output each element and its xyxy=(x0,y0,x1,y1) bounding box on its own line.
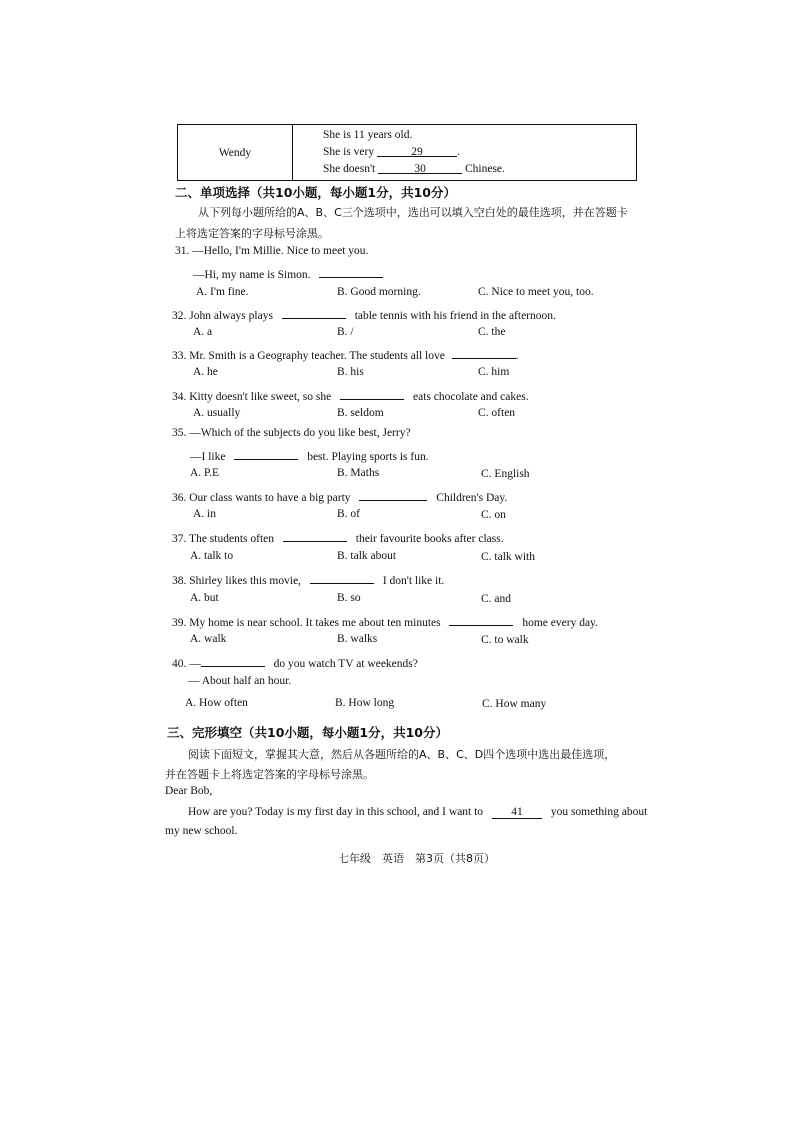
table-name-cell: Wendy xyxy=(178,125,293,181)
q40-stem-post: do you watch TV at weekends? xyxy=(273,658,418,670)
q31-line-1: 31. —Hello, I'm Millie. Nice to meet you. xyxy=(175,245,369,257)
passage-line-1-pre: How are you? Today is my first day in this school, and I want to xyxy=(188,806,484,818)
q36-stem-post: Children's Day. xyxy=(436,492,508,504)
q35-option-a: A. P.E xyxy=(190,467,220,479)
q31-line-2 xyxy=(193,265,383,281)
q32-option-b: B. / xyxy=(337,326,354,338)
q34-stem xyxy=(172,387,529,403)
q40-line-2: — About half an hour. xyxy=(188,675,292,687)
q37-option-a: A. talk to xyxy=(190,550,234,562)
q35-option-c: C. English xyxy=(481,468,530,480)
q33-option-b: B. his xyxy=(337,366,364,378)
q34-option-a: A. usually xyxy=(193,407,241,419)
answer-blank xyxy=(201,654,265,667)
q33-stem-pre: 33. Mr. Smith is a Geography teacher. The students all love xyxy=(172,350,445,362)
q34-stem-pre: 34. Kitty doesn't like sweet, so she xyxy=(172,391,332,403)
q40-option-b: B. How long xyxy=(335,697,395,709)
q38-option-c: C. and xyxy=(481,593,512,605)
answer-blank xyxy=(340,387,404,400)
passage-line-1-post: you something about xyxy=(550,806,648,818)
q38-stem-post: I don't like it. xyxy=(382,575,445,587)
q33-option-a: A. he xyxy=(193,366,218,378)
q38-stem-pre: 38. Shirley likes this movie, xyxy=(172,575,302,587)
table-line-3-prefix: She doesn't xyxy=(323,163,376,175)
q36-option-a: A. in xyxy=(193,508,216,520)
passage-line-2: my new school. xyxy=(165,825,238,837)
page-footer: 七年级 英语 第3页（共8页） xyxy=(338,852,495,865)
letter-greeting: Dear Bob, xyxy=(165,785,213,797)
q38-stem xyxy=(172,571,444,587)
q32-option-a: A. a xyxy=(193,326,213,338)
answer-blank xyxy=(449,613,513,626)
q35-line-2-post: best. Playing sports is fun. xyxy=(307,451,429,463)
q37-stem-post: their favourite books after class. xyxy=(355,533,504,545)
section-2-instruction-line-2: 上将选定答案的字母标号涂黑。 xyxy=(175,227,329,240)
q39-stem-post: home every day. xyxy=(522,617,598,629)
q37-stem xyxy=(172,529,504,545)
section-2-instruction-line-1: 从下列每小题所给的A、B、C三个选项中，选出可以填入空白处的最佳选项，并在答题卡 xyxy=(198,206,628,219)
answer-blank xyxy=(310,571,374,584)
answer-blank xyxy=(282,306,346,319)
q31-option-a: A. I'm fine. xyxy=(196,286,249,298)
table-line-2-prefix: She is very xyxy=(323,146,375,158)
passage-line-1 xyxy=(188,806,647,819)
answer-blank-29: 29 xyxy=(377,144,457,157)
table-line-1: She is 11 years old. xyxy=(323,129,413,141)
q39-option-a: A. walk xyxy=(190,633,227,645)
answer-blank xyxy=(234,447,298,460)
answer-blank-30: 30 xyxy=(378,161,462,174)
q40-option-c: C. How many xyxy=(482,698,547,710)
table-line-3 xyxy=(293,161,636,178)
q35-line-1: 35. —Which of the subjects do you like best, Jerry? xyxy=(172,427,411,439)
q35-line-2 xyxy=(190,447,429,463)
q34-option-b: B. seldom xyxy=(337,407,384,419)
q40-stem xyxy=(172,654,418,670)
q37-option-c: C. talk with xyxy=(481,551,535,563)
q32-stem-post: table tennis with his friend in the afternoon. xyxy=(354,310,556,322)
q38-option-b: B. so xyxy=(337,592,361,604)
q31-option-b: B. Good morning. xyxy=(337,286,421,298)
q36-stem xyxy=(172,488,507,504)
answer-blank-41: 41 xyxy=(492,806,542,819)
section-2-heading: 二、单项选择（共10小题，每小题1分，共10分） xyxy=(175,185,456,200)
answer-blank xyxy=(359,488,427,501)
q39-option-b: B. walks xyxy=(337,633,378,645)
q34-stem-post: eats chocolate and cakes. xyxy=(412,391,529,403)
q39-option-c: C. to walk xyxy=(481,634,529,646)
table-line-3-suffix: Chinese. xyxy=(464,163,505,175)
q31-option-c: C. Nice to meet you, too. xyxy=(478,286,594,298)
table-content-cell xyxy=(293,125,637,181)
section-3-instruction-line-2: 并在答题卡上将选定答案的字母标号涂黑。 xyxy=(165,768,374,781)
answer-blank xyxy=(452,346,516,359)
q33-stem-post: . xyxy=(515,350,519,362)
table-line-2-suffix: . xyxy=(456,146,460,158)
section-3-instruction-line-1: 阅读下面短文，掌握其大意，然后从各题所给的A、B、C、D四个选项中选出最佳选项， xyxy=(188,748,616,761)
q36-stem-pre: 36. Our class wants to have a big party xyxy=(172,492,351,504)
q32-stem-pre: 32. John always plays xyxy=(172,310,273,322)
section-3-heading: 三、完形填空（共10小题，每小题1分，共10分） xyxy=(167,725,448,740)
q36-option-c: C. on xyxy=(481,509,506,521)
info-table xyxy=(177,124,637,181)
table-line-2 xyxy=(293,144,636,161)
q32-stem xyxy=(172,306,556,322)
q35-option-b: B. Maths xyxy=(337,467,380,479)
q33-stem xyxy=(172,346,519,362)
q37-option-b: B. talk about xyxy=(337,550,397,562)
q31-line-2-text: —Hi, my name is Simon. xyxy=(193,269,311,281)
q35-line-2-pre: —I like xyxy=(190,451,226,463)
q32-option-c: C. the xyxy=(478,326,506,338)
q34-option-c: C. often xyxy=(478,407,516,419)
q40-option-a: A. How often xyxy=(185,697,248,709)
q33-option-c: C. him xyxy=(478,366,510,378)
answer-blank xyxy=(319,265,383,278)
answer-blank xyxy=(283,529,347,542)
q39-stem-pre: 39. My home is near school. It takes me about ten minutes xyxy=(172,617,441,629)
q39-stem xyxy=(172,613,598,629)
q37-stem-pre: 37. The students often xyxy=(172,533,274,545)
q40-stem-pre: 40. — xyxy=(172,658,201,670)
q36-option-b: B. of xyxy=(337,508,360,520)
q38-option-a: A. but xyxy=(190,592,219,604)
